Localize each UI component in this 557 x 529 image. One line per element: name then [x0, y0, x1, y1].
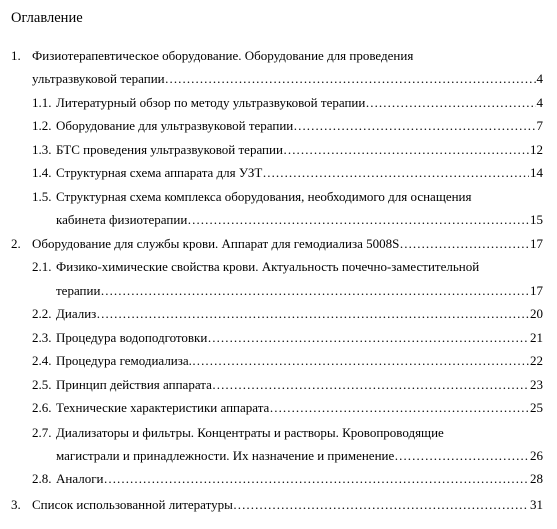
toc-entry-line: терапии ………………………………………………………………………………………………………………………………………………………………	[56, 282, 536, 300]
toc-entry-number: 1.	[11, 48, 21, 63]
toc-entry-line: Структурная схема аппарата для УЗТ ………………………………………………………………………………………………………………………………………………………………	[56, 164, 536, 182]
toc-entry-page: 25	[530, 400, 543, 415]
toc-entry-line: Структурная схема комплекса оборудования, необходимого для оснащения	[56, 189, 472, 204]
toc-entry-page: 28	[530, 471, 543, 486]
toc-entry-line: Аналоги ………………………………………………………………………………………………………………………………………………………………	[56, 470, 536, 488]
toc-entry-number: 2.7.	[32, 425, 52, 440]
toc-entry-page: 12	[530, 142, 543, 157]
toc-entry-number: 2.	[11, 236, 21, 251]
toc-entry-line: Технические характеристики аппарата ………………………………………………………………………………………………………………………………………………………………	[56, 399, 536, 417]
toc-entry-line: Диализ ………………………………………………………………………………………………………………………………………………………………	[56, 305, 536, 323]
toc-entry-line: Процедура водоподготовки ………………………………………………………………………………………………………………………………………………………………	[56, 329, 536, 347]
toc-entry-number: 2.6.	[32, 400, 52, 415]
toc-entry-page: 21	[530, 330, 543, 345]
toc-entry-page: 4	[536, 71, 543, 86]
toc-entry-page: 17	[530, 283, 543, 298]
toc-entry-number: 2.4.	[32, 353, 52, 368]
toc-entry-line: Физиотерапевтическое оборудование. Оборудование для проведения	[32, 48, 414, 63]
toc-entry-line: Список использованной литературы ………………………………………………………………………………………………………………………………………………………………	[32, 496, 536, 514]
toc-entry-page: 20	[530, 306, 543, 321]
toc-entry-number: 1.5.	[32, 189, 52, 204]
toc-entry-line: Оборудование для службы крови. Аппарат для гемодиализа 5008S ………………………………………………………………………………………………………………………………………………………………	[32, 235, 536, 253]
toc-entry-line: Физико-химические свойства крови. Актуальность почечно-заместительной	[56, 259, 480, 274]
toc-entry-line: магистрали и принадлежности. Их назначение и применение ………………………………………………………………………………………………………………………………………………………………	[56, 447, 536, 465]
toc-entry-number: 2.3.	[32, 330, 52, 345]
toc-entry-line: Принцип действия аппарата ………………………………………………………………………………………………………………………………………………………………	[56, 376, 536, 394]
toc-entry-line: БТС проведения ультразвуковой терапии ………………………………………………………………………………………………………………………………………………………………	[56, 141, 536, 159]
toc-entry-page: 22	[530, 353, 543, 368]
toc-entry-page: 23	[530, 377, 543, 392]
toc-entry-line: Диализаторы и фильтры. Концентраты и растворы. Кровопроводящие	[56, 425, 444, 440]
toc-entry-line: Литературный обзор по методу ультразвуковой терапии ………………………………………………………………………………………………………………………………………………………………	[56, 94, 543, 112]
toc-title: Оглавление	[11, 10, 83, 26]
toc-entry-number: 2.1.	[32, 259, 52, 274]
toc-entry-number: 1.3.	[32, 142, 52, 157]
toc-entry-page: 15	[530, 212, 543, 227]
toc-entry-line: кабинета физиотерапии ………………………………………………………………………………………………………………………………………………………………	[56, 211, 536, 229]
toc-entry-page: 4	[536, 95, 543, 110]
toc-entry-number: 3.	[11, 497, 21, 512]
toc-entry-line: Процедура гемодиализа. ………………………………………………………………………………………………………………………………………………………………	[56, 352, 536, 370]
toc-entry-page: 17	[530, 236, 543, 251]
toc-entry-number: 2.2.	[32, 306, 52, 321]
toc-entry-number: 2.8.	[32, 471, 52, 486]
toc-entry-page: 14	[530, 165, 543, 180]
toc-entry-page: 7	[536, 118, 543, 133]
toc-entry-page: 31	[530, 497, 543, 512]
toc-entry-number: 1.4.	[32, 165, 52, 180]
toc-entry-number: 1.2.	[32, 118, 52, 133]
toc-entry-number: 2.5.	[32, 377, 52, 392]
toc-entry-line: ультразвуковой терапии ………………………………………………………………………………………………………………………………………………………………	[32, 70, 543, 88]
toc-entry-page: 26	[530, 448, 543, 463]
toc-entry-line: Оборудование для ультразвуковой терапии ………………………………………………………………………………………………………………………………………………………………	[56, 117, 543, 135]
toc-entry-number: 1.1.	[32, 95, 52, 110]
